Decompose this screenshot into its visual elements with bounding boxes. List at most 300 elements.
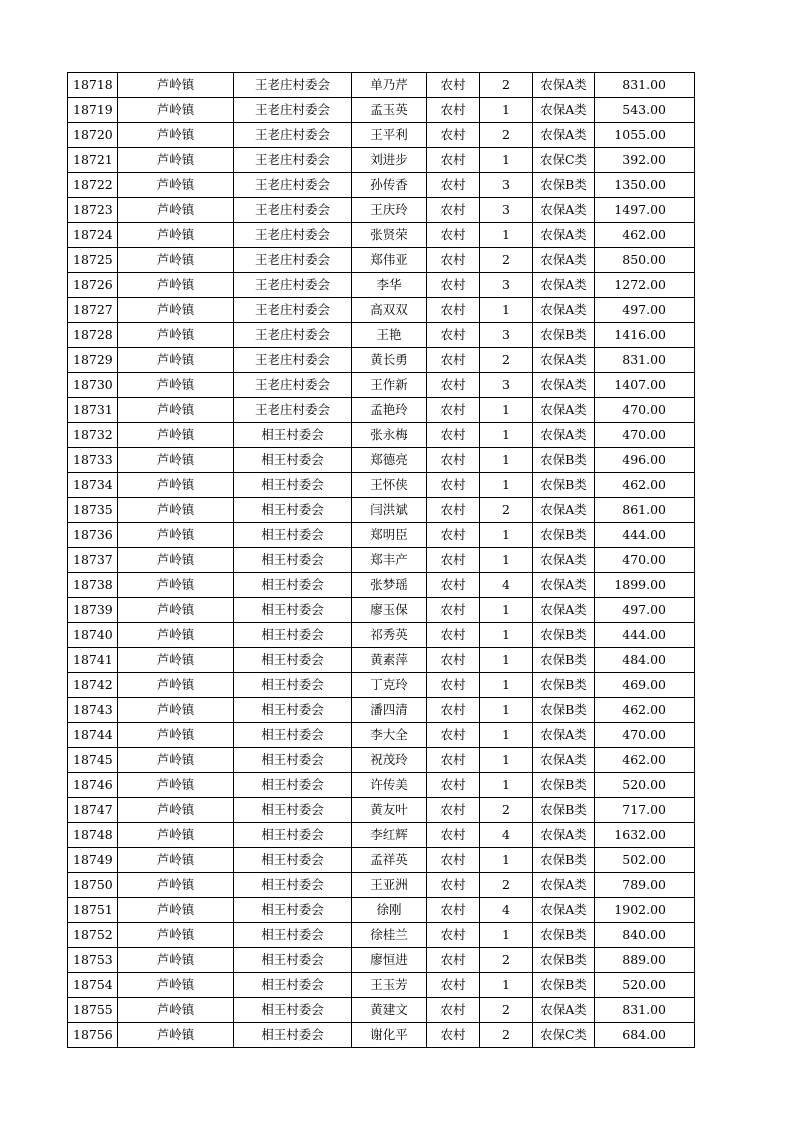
record-id-cell: 18744 [68, 723, 118, 748]
household-count-cell: 1 [480, 98, 533, 123]
insurance-category-cell: 农保A类 [533, 823, 595, 848]
town-cell: 芦岭镇 [118, 373, 234, 398]
village-committee-cell: 王老庄村委会 [234, 123, 352, 148]
table-row [68, 373, 695, 398]
village-committee-cell: 相王村委会 [234, 423, 352, 448]
table-row [68, 173, 695, 198]
town-cell: 芦岭镇 [118, 198, 234, 223]
record-id-cell: 18751 [68, 898, 118, 923]
record-id-cell: 18734 [68, 473, 118, 498]
village-committee-cell: 相王村委会 [234, 998, 352, 1023]
table-row [68, 673, 695, 698]
table-row [68, 823, 695, 848]
table-row [68, 948, 695, 973]
town-cell: 芦岭镇 [118, 948, 234, 973]
amount-cell: 444.00 [595, 523, 695, 548]
town-cell: 芦岭镇 [118, 848, 234, 873]
person-name-cell: 祝茂玲 [352, 748, 427, 773]
person-name-cell: 孟玉英 [352, 98, 427, 123]
area-type-cell: 农村 [427, 648, 480, 673]
person-name-cell: 高双双 [352, 298, 427, 323]
insurance-category-cell: 农保B类 [533, 473, 595, 498]
record-id-cell: 18754 [68, 973, 118, 998]
area-type-cell: 农村 [427, 398, 480, 423]
table-row [68, 723, 695, 748]
record-id-cell: 18742 [68, 673, 118, 698]
town-cell: 芦岭镇 [118, 423, 234, 448]
insurance-category-cell: 农保A类 [533, 898, 595, 923]
household-count-cell: 4 [480, 823, 533, 848]
town-cell: 芦岭镇 [118, 873, 234, 898]
amount-cell: 1899.00 [595, 573, 695, 598]
table-row [68, 123, 695, 148]
town-cell: 芦岭镇 [118, 698, 234, 723]
amount-cell: 831.00 [595, 348, 695, 373]
town-cell: 芦岭镇 [118, 748, 234, 773]
amount-cell: 1632.00 [595, 823, 695, 848]
record-id-cell: 18739 [68, 598, 118, 623]
table-row [68, 348, 695, 373]
area-type-cell: 农村 [427, 323, 480, 348]
amount-cell: 1407.00 [595, 373, 695, 398]
record-id-cell: 18729 [68, 348, 118, 373]
village-committee-cell: 王老庄村委会 [234, 323, 352, 348]
record-id-cell: 18756 [68, 1023, 118, 1048]
town-cell: 芦岭镇 [118, 523, 234, 548]
amount-cell: 469.00 [595, 673, 695, 698]
household-count-cell: 2 [480, 73, 533, 98]
amount-cell: 470.00 [595, 548, 695, 573]
town-cell: 芦岭镇 [118, 898, 234, 923]
table-row [68, 873, 695, 898]
table-row [68, 848, 695, 873]
record-id-cell: 18740 [68, 623, 118, 648]
person-name-cell: 王亚洲 [352, 873, 427, 898]
amount-cell: 496.00 [595, 448, 695, 473]
table-row [68, 398, 695, 423]
amount-cell: 462.00 [595, 698, 695, 723]
record-id-cell: 18722 [68, 173, 118, 198]
record-id-cell: 18736 [68, 523, 118, 548]
area-type-cell: 农村 [427, 423, 480, 448]
household-count-cell: 3 [480, 198, 533, 223]
table-row [68, 148, 695, 173]
person-name-cell: 祁秀英 [352, 623, 427, 648]
table-row [68, 598, 695, 623]
table-row [68, 573, 695, 598]
area-type-cell: 农村 [427, 223, 480, 248]
amount-cell: 889.00 [595, 948, 695, 973]
roster-table-body [68, 73, 695, 1048]
record-id-cell: 18746 [68, 773, 118, 798]
insurance-category-cell: 农保B类 [533, 923, 595, 948]
household-count-cell: 1 [480, 398, 533, 423]
village-committee-cell: 相王村委会 [234, 573, 352, 598]
area-type-cell: 农村 [427, 698, 480, 723]
town-cell: 芦岭镇 [118, 323, 234, 348]
village-committee-cell: 相王村委会 [234, 848, 352, 873]
household-count-cell: 1 [480, 923, 533, 948]
village-committee-cell: 相王村委会 [234, 948, 352, 973]
insurance-category-cell: 农保B类 [533, 648, 595, 673]
amount-cell: 831.00 [595, 998, 695, 1023]
record-id-cell: 18719 [68, 98, 118, 123]
insurance-category-cell: 农保B类 [533, 973, 595, 998]
person-name-cell: 单乃芹 [352, 73, 427, 98]
table-row [68, 223, 695, 248]
amount-cell: 497.00 [595, 598, 695, 623]
household-count-cell: 1 [480, 298, 533, 323]
amount-cell: 1416.00 [595, 323, 695, 348]
town-cell: 芦岭镇 [118, 723, 234, 748]
household-count-cell: 1 [480, 148, 533, 173]
village-committee-cell: 相王村委会 [234, 473, 352, 498]
table-row [68, 73, 695, 98]
insurance-category-cell: 农保A类 [533, 398, 595, 423]
person-name-cell: 廖玉保 [352, 598, 427, 623]
record-id-cell: 18748 [68, 823, 118, 848]
insurance-category-cell: 农保A类 [533, 998, 595, 1023]
area-type-cell: 农村 [427, 498, 480, 523]
area-type-cell: 农村 [427, 173, 480, 198]
person-name-cell: 黄长勇 [352, 348, 427, 373]
household-count-cell: 3 [480, 273, 533, 298]
town-cell: 芦岭镇 [118, 273, 234, 298]
household-count-cell: 2 [480, 498, 533, 523]
record-id-cell: 18738 [68, 573, 118, 598]
village-committee-cell: 王老庄村委会 [234, 398, 352, 423]
household-count-cell: 1 [480, 773, 533, 798]
record-id-cell: 18749 [68, 848, 118, 873]
insurance-category-cell: 农保A类 [533, 598, 595, 623]
insurance-category-cell: 农保B类 [533, 173, 595, 198]
table-row [68, 748, 695, 773]
area-type-cell: 农村 [427, 123, 480, 148]
record-id-cell: 18732 [68, 423, 118, 448]
area-type-cell: 农村 [427, 898, 480, 923]
person-name-cell: 李华 [352, 273, 427, 298]
amount-cell: 1272.00 [595, 273, 695, 298]
record-id-cell: 18745 [68, 748, 118, 773]
insurance-category-cell: 农保B类 [533, 848, 595, 873]
table-row [68, 273, 695, 298]
village-committee-cell: 相王村委会 [234, 973, 352, 998]
area-type-cell: 农村 [427, 448, 480, 473]
table-row [68, 323, 695, 348]
record-id-cell: 18724 [68, 223, 118, 248]
insurance-category-cell: 农保B类 [533, 798, 595, 823]
area-type-cell: 农村 [427, 148, 480, 173]
household-count-cell: 2 [480, 873, 533, 898]
town-cell: 芦岭镇 [118, 998, 234, 1023]
insurance-category-cell: 农保B类 [533, 623, 595, 648]
area-type-cell: 农村 [427, 773, 480, 798]
insurance-category-cell: 农保A类 [533, 723, 595, 748]
amount-cell: 1055.00 [595, 123, 695, 148]
person-name-cell: 李大全 [352, 723, 427, 748]
insurance-category-cell: 农保B类 [533, 448, 595, 473]
village-committee-cell: 王老庄村委会 [234, 98, 352, 123]
insurance-category-cell: 农保A类 [533, 273, 595, 298]
person-name-cell: 张永梅 [352, 423, 427, 448]
person-name-cell: 孟祥英 [352, 848, 427, 873]
amount-cell: 470.00 [595, 398, 695, 423]
person-name-cell: 王艳 [352, 323, 427, 348]
person-name-cell: 王玉芳 [352, 973, 427, 998]
person-name-cell: 王平利 [352, 123, 427, 148]
table-row [68, 998, 695, 1023]
record-id-cell: 18733 [68, 448, 118, 473]
person-name-cell: 闫洪斌 [352, 498, 427, 523]
village-committee-cell: 王老庄村委会 [234, 173, 352, 198]
table-row [68, 973, 695, 998]
insurance-category-cell: 农保A类 [533, 98, 595, 123]
amount-cell: 444.00 [595, 623, 695, 648]
person-name-cell: 黄建文 [352, 998, 427, 1023]
amount-cell: 502.00 [595, 848, 695, 873]
village-committee-cell: 相王村委会 [234, 748, 352, 773]
town-cell: 芦岭镇 [118, 973, 234, 998]
village-committee-cell: 相王村委会 [234, 673, 352, 698]
person-name-cell: 丁克玲 [352, 673, 427, 698]
area-type-cell: 农村 [427, 823, 480, 848]
village-committee-cell: 王老庄村委会 [234, 198, 352, 223]
town-cell: 芦岭镇 [118, 548, 234, 573]
area-type-cell: 农村 [427, 948, 480, 973]
table-row [68, 798, 695, 823]
household-count-cell: 2 [480, 798, 533, 823]
town-cell: 芦岭镇 [118, 398, 234, 423]
area-type-cell: 农村 [427, 623, 480, 648]
town-cell: 芦岭镇 [118, 573, 234, 598]
area-type-cell: 农村 [427, 348, 480, 373]
village-committee-cell: 相王村委会 [234, 923, 352, 948]
table-row [68, 773, 695, 798]
record-id-cell: 18731 [68, 398, 118, 423]
person-name-cell: 郑德亮 [352, 448, 427, 473]
insurance-category-cell: 农保A类 [533, 298, 595, 323]
insurance-category-cell: 农保A类 [533, 423, 595, 448]
table-row [68, 423, 695, 448]
area-type-cell: 农村 [427, 473, 480, 498]
town-cell: 芦岭镇 [118, 773, 234, 798]
person-name-cell: 郑伟亚 [352, 248, 427, 273]
village-committee-cell: 王老庄村委会 [234, 298, 352, 323]
person-name-cell: 潘四清 [352, 698, 427, 723]
person-name-cell: 刘进步 [352, 148, 427, 173]
amount-cell: 861.00 [595, 498, 695, 523]
area-type-cell: 农村 [427, 298, 480, 323]
household-count-cell: 1 [480, 423, 533, 448]
town-cell: 芦岭镇 [118, 648, 234, 673]
area-type-cell: 农村 [427, 573, 480, 598]
person-name-cell: 谢化平 [352, 1023, 427, 1048]
insurance-category-cell: 农保A类 [533, 498, 595, 523]
person-name-cell: 黄素萍 [352, 648, 427, 673]
record-id-cell: 18720 [68, 123, 118, 148]
person-name-cell: 孟艳玲 [352, 398, 427, 423]
area-type-cell: 农村 [427, 248, 480, 273]
village-committee-cell: 相王村委会 [234, 448, 352, 473]
town-cell: 芦岭镇 [118, 473, 234, 498]
village-committee-cell: 相王村委会 [234, 698, 352, 723]
household-count-cell: 1 [480, 748, 533, 773]
person-name-cell: 王作新 [352, 373, 427, 398]
table-row [68, 248, 695, 273]
household-count-cell: 2 [480, 123, 533, 148]
record-id-cell: 18727 [68, 298, 118, 323]
household-count-cell: 4 [480, 573, 533, 598]
village-committee-cell: 相王村委会 [234, 648, 352, 673]
amount-cell: 831.00 [595, 73, 695, 98]
table-row [68, 473, 695, 498]
amount-cell: 497.00 [595, 298, 695, 323]
person-name-cell: 廖恒进 [352, 948, 427, 973]
amount-cell: 484.00 [595, 648, 695, 673]
village-committee-cell: 相王村委会 [234, 898, 352, 923]
household-count-cell: 2 [480, 1023, 533, 1048]
town-cell: 芦岭镇 [118, 623, 234, 648]
town-cell: 芦岭镇 [118, 123, 234, 148]
table-row [68, 198, 695, 223]
town-cell: 芦岭镇 [118, 448, 234, 473]
record-id-cell: 18752 [68, 923, 118, 948]
person-name-cell: 张贤荣 [352, 223, 427, 248]
person-name-cell: 黄友叶 [352, 798, 427, 823]
record-id-cell: 18747 [68, 798, 118, 823]
person-name-cell: 王怀侠 [352, 473, 427, 498]
record-id-cell: 18723 [68, 198, 118, 223]
area-type-cell: 农村 [427, 373, 480, 398]
household-count-cell: 1 [480, 973, 533, 998]
village-committee-cell: 相王村委会 [234, 773, 352, 798]
town-cell: 芦岭镇 [118, 598, 234, 623]
town-cell: 芦岭镇 [118, 223, 234, 248]
record-id-cell: 18735 [68, 498, 118, 523]
table-row [68, 298, 695, 323]
town-cell: 芦岭镇 [118, 1023, 234, 1048]
record-id-cell: 18728 [68, 323, 118, 348]
household-count-cell: 2 [480, 348, 533, 373]
village-committee-cell: 王老庄村委会 [234, 348, 352, 373]
table-row [68, 923, 695, 948]
village-committee-cell: 相王村委会 [234, 1023, 352, 1048]
household-count-cell: 1 [480, 598, 533, 623]
household-count-cell: 2 [480, 998, 533, 1023]
insurance-category-cell: 农保A类 [533, 73, 595, 98]
amount-cell: 462.00 [595, 748, 695, 773]
insurance-category-cell: 农保B类 [533, 698, 595, 723]
table-row [68, 898, 695, 923]
amount-cell: 850.00 [595, 248, 695, 273]
record-id-cell: 18755 [68, 998, 118, 1023]
town-cell: 芦岭镇 [118, 348, 234, 373]
area-type-cell: 农村 [427, 98, 480, 123]
household-count-cell: 1 [480, 648, 533, 673]
village-committee-cell: 相王村委会 [234, 623, 352, 648]
town-cell: 芦岭镇 [118, 673, 234, 698]
household-count-cell: 1 [480, 723, 533, 748]
insurance-category-cell: 农保A类 [533, 873, 595, 898]
village-committee-cell: 相王村委会 [234, 723, 352, 748]
town-cell: 芦岭镇 [118, 298, 234, 323]
insurance-category-cell: 农保B类 [533, 523, 595, 548]
area-type-cell: 农村 [427, 723, 480, 748]
household-count-cell: 3 [480, 323, 533, 348]
table-row [68, 1023, 695, 1048]
household-count-cell: 3 [480, 373, 533, 398]
amount-cell: 543.00 [595, 98, 695, 123]
household-count-cell: 1 [480, 623, 533, 648]
village-committee-cell: 相王村委会 [234, 823, 352, 848]
town-cell: 芦岭镇 [118, 248, 234, 273]
area-type-cell: 农村 [427, 848, 480, 873]
record-id-cell: 18721 [68, 148, 118, 173]
area-type-cell: 农村 [427, 973, 480, 998]
person-name-cell: 郑明臣 [352, 523, 427, 548]
amount-cell: 470.00 [595, 723, 695, 748]
record-id-cell: 18725 [68, 248, 118, 273]
person-name-cell: 张梦瑶 [352, 573, 427, 598]
record-id-cell: 18730 [68, 373, 118, 398]
insurance-category-cell: 农保B类 [533, 323, 595, 348]
town-cell: 芦岭镇 [118, 173, 234, 198]
insurance-category-cell: 农保B类 [533, 773, 595, 798]
roster-table [67, 72, 695, 1048]
insurance-category-cell: 农保A类 [533, 123, 595, 148]
insurance-category-cell: 农保A类 [533, 223, 595, 248]
household-count-cell: 3 [480, 173, 533, 198]
town-cell: 芦岭镇 [118, 73, 234, 98]
village-committee-cell: 王老庄村委会 [234, 73, 352, 98]
person-name-cell: 徐刚 [352, 898, 427, 923]
table-row [68, 648, 695, 673]
amount-cell: 684.00 [595, 1023, 695, 1048]
village-committee-cell: 相王村委会 [234, 798, 352, 823]
amount-cell: 1902.00 [595, 898, 695, 923]
town-cell: 芦岭镇 [118, 498, 234, 523]
area-type-cell: 农村 [427, 598, 480, 623]
insurance-category-cell: 农保C类 [533, 148, 595, 173]
amount-cell: 520.00 [595, 773, 695, 798]
town-cell: 芦岭镇 [118, 148, 234, 173]
insurance-category-cell: 农保B类 [533, 673, 595, 698]
table-row [68, 548, 695, 573]
area-type-cell: 农村 [427, 73, 480, 98]
person-name-cell: 徐桂兰 [352, 923, 427, 948]
amount-cell: 789.00 [595, 873, 695, 898]
village-committee-cell: 相王村委会 [234, 548, 352, 573]
person-name-cell: 孙传香 [352, 173, 427, 198]
person-name-cell: 李红辉 [352, 823, 427, 848]
household-count-cell: 1 [480, 523, 533, 548]
record-id-cell: 18743 [68, 698, 118, 723]
person-name-cell: 郑丰产 [352, 548, 427, 573]
amount-cell: 1497.00 [595, 198, 695, 223]
insurance-category-cell: 农保A类 [533, 573, 595, 598]
area-type-cell: 农村 [427, 523, 480, 548]
amount-cell: 470.00 [595, 423, 695, 448]
area-type-cell: 农村 [427, 273, 480, 298]
record-id-cell: 18718 [68, 73, 118, 98]
insurance-category-cell: 农保A类 [533, 348, 595, 373]
insurance-category-cell: 农保A类 [533, 373, 595, 398]
area-type-cell: 农村 [427, 923, 480, 948]
insurance-category-cell: 农保A类 [533, 748, 595, 773]
village-committee-cell: 王老庄村委会 [234, 248, 352, 273]
insurance-category-cell: 农保A类 [533, 198, 595, 223]
village-committee-cell: 王老庄村委会 [234, 148, 352, 173]
